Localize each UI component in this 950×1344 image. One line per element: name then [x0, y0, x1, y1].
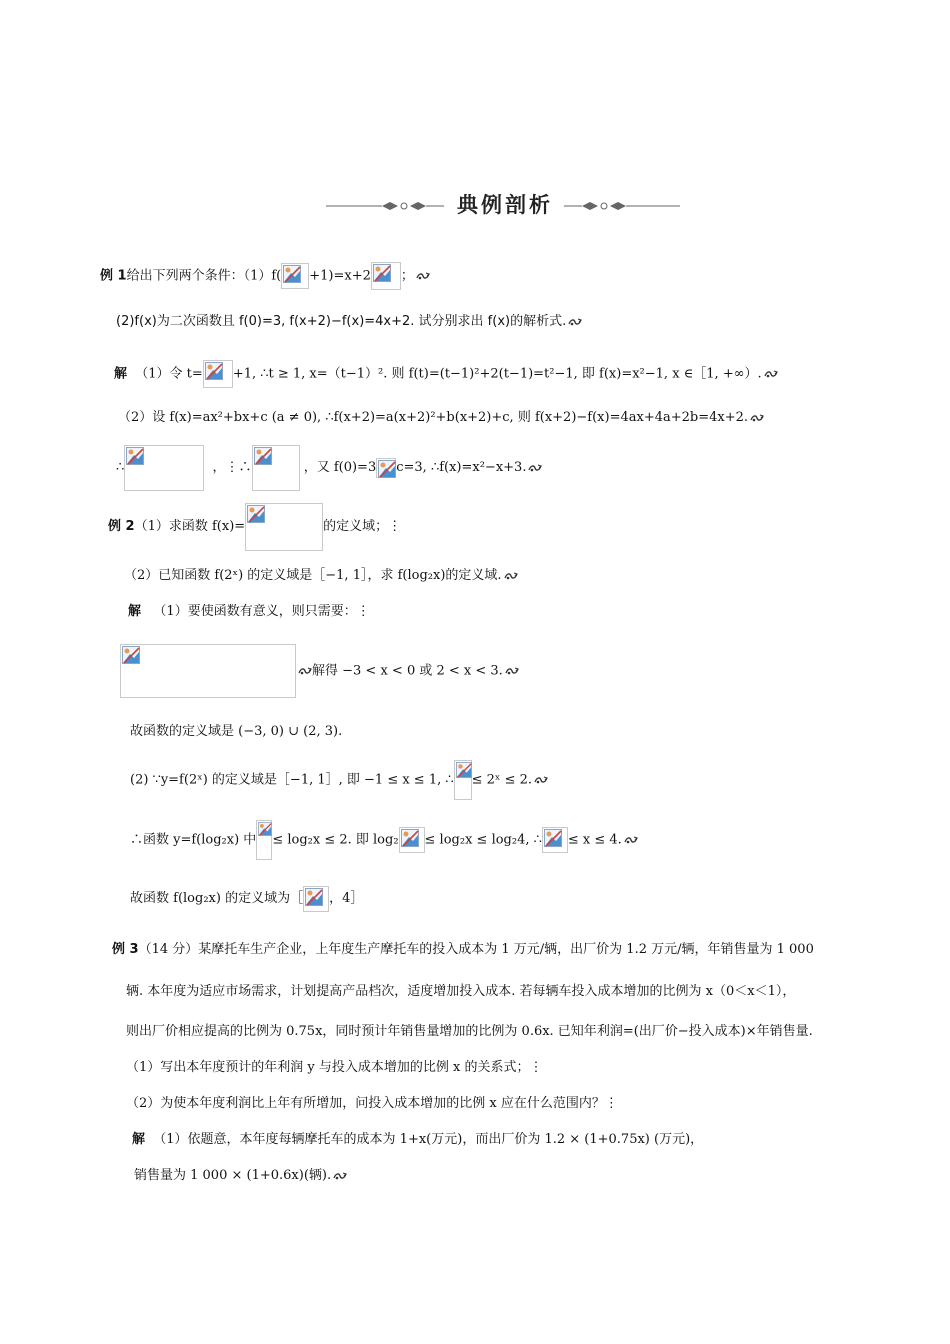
ex2-sol-6b: ，4］	[329, 891, 364, 906]
ex1-label: 例 1	[100, 268, 127, 284]
paragraph-mark-icon	[298, 666, 312, 676]
ex3-p1: （14 分）某摩托车生产企业，上年度生产摩托车的投入成本为 1 万元/辆，出厂价为 1.2 万元/辆，年销售量为 1 000	[138, 942, 814, 957]
formula-image-sqrt-2	[303, 886, 329, 912]
ex2-solution-line4	[130, 760, 548, 800]
paragraph-mark-icon	[416, 271, 430, 281]
ex1-sol-3c: ，又 f(0)=3	[303, 460, 377, 475]
ex3-p3: 则出厂价相应提高的比例为 0.75x，同时预计年销售量增加的比例为 0.6x. 已知年利润=(出厂价−投入成本)×年销售量.	[126, 1024, 813, 1039]
ex2-sol-6a: 故函数 f(log₂x) 的定义域为［	[130, 891, 304, 906]
formula-image-sqrt-2	[542, 827, 568, 853]
ex3-p2: 辆. 本年度为适应市场需求，计划提高产品档次，适度增加投入成本. 若每辆车投入成本增加的比例为 x（0＜x＜1），	[126, 984, 796, 999]
ex2-sol-5d: ≤ x ≤ 4.	[567, 832, 622, 848]
ex1-sol-2: （2）设 f(x)=ax²+bx+c (a ≠ 0), ∴f(x+2)=a(x+2)²+b(x+2)+c, 则 f(x+2)−f(x)=4ax+4a+2b=4x+2.	[118, 410, 749, 425]
broken-image-icon	[258, 822, 272, 836]
ex2-statement-line1	[108, 502, 401, 552]
solution-label: 解	[132, 1132, 146, 1147]
paragraph-mark-icon	[528, 463, 542, 473]
section-title: 典例剖析	[457, 193, 553, 217]
formula-image-implies	[376, 458, 396, 478]
formula-image-function-definition	[245, 503, 323, 551]
formula-image-solution-a-b	[252, 445, 300, 491]
broken-image-icon	[401, 829, 419, 847]
broken-image-icon	[305, 888, 323, 906]
ex2-sol-1: （1）要使函数有意义，则只需要：⋮	[153, 604, 370, 619]
paragraph-mark-icon	[764, 369, 778, 379]
paragraph-mark-icon	[505, 666, 519, 676]
ex2-sol-2: 解得 −3 < x < 0 或 2 < x < 3.	[312, 663, 503, 679]
ex3-solution-line1	[132, 1130, 703, 1150]
section-title-banner	[324, 190, 684, 220]
broken-image-icon	[247, 505, 265, 523]
formula-image-sqrt-x	[281, 263, 309, 289]
ex2-sol-4a: (2) ∵y=f(2ˣ) 的定义域是［−1, 1］, 即 −1 ≤ x ≤ 1, ∴	[130, 772, 454, 788]
ex1-sol-b: +1, ∴t ≥ 1, x=（t−1）². 则 f(t)=(t−1)²+2(t−1)=t²−1, 即 f(x)=x²−1, x ∈［1, +∞）.	[232, 366, 762, 382]
ex1-solution-line3	[116, 444, 542, 492]
formula-image-one-half	[454, 760, 472, 800]
formula-image-inequality-system	[120, 644, 296, 698]
ex2-solution-line1	[128, 602, 370, 622]
solution-label: 解	[128, 604, 142, 619]
ex3-statement-line3	[126, 1022, 813, 1042]
ex1-sol-3b: ，⋮∴	[212, 460, 252, 475]
ex1-statement-line2	[116, 312, 582, 332]
ex3-statement-line1	[112, 940, 814, 960]
ex3-sol-1: （1）依题意，本年度每辆摩托车的成本为 1+x(万元)，而出厂价为 1.2 × (1+0.75x) (万元)，	[153, 1132, 704, 1147]
broken-image-icon	[456, 762, 472, 778]
paragraph-mark-icon	[624, 835, 638, 845]
solution-label: 解	[114, 366, 128, 382]
ex2-sol-4b: ≤ 2ˣ ≤ 2.	[471, 772, 533, 788]
broken-image-icon	[254, 447, 272, 465]
ex3-q2: （2）为使本年度利润比上年有所增加，问投入成本增加的比例 x 应在什么范围内？⋮	[126, 1096, 618, 1111]
paragraph-mark-icon	[534, 775, 548, 785]
ex3-sol-2: 销售量为 1 000 × (1+0.6x)(辆).	[134, 1168, 332, 1183]
ex2-solution-line5	[130, 820, 638, 860]
broken-image-icon	[122, 646, 140, 664]
broken-image-icon	[378, 460, 396, 478]
ex2-sol-5b: ≤ log₂x ≤ 2. 即 log₂	[272, 832, 399, 848]
ex2-q2: （2）已知函数 f(2ˣ) 的定义域是［−1, 1］，求 f(log₂x)的定义域.	[124, 568, 502, 583]
ex1-text-b: +1)=x+2	[309, 268, 371, 284]
ex2-statement-line2	[124, 566, 518, 586]
broken-image-icon	[126, 447, 144, 465]
broken-image-icon	[544, 829, 562, 847]
ex3-question-1	[126, 1058, 542, 1078]
ex2-q1a: （1）求函数 f(x)=	[134, 519, 246, 534]
ex2-sol-5a: ∴函数 y=f(log₂x) 中	[130, 832, 257, 848]
ex3-statement-line2	[126, 982, 795, 1002]
ex1-sol-3d: c=3, ∴f(x)=x²−x+3.	[396, 460, 527, 475]
ex2-solution-line6	[130, 884, 363, 914]
ex3-q1: （1）写出本年度预计的年利润 y 与投入成本增加的比例 x 的关系式；⋮	[126, 1060, 543, 1075]
ex1-question-2: (2)f(x)为二次函数且 f(0)=3, f(x+2)−f(x)=4x+2. 试分别求出 f(x)的解析式.	[116, 314, 567, 329]
ex1-sol-3a: ∴	[116, 460, 125, 475]
formula-image-sqrt-x	[203, 360, 233, 388]
formula-image-sqrt-x-2	[371, 262, 401, 290]
broken-image-icon	[373, 264, 391, 282]
paragraph-mark-icon	[504, 571, 518, 581]
ex1-text-a: 给出下列两个条件：（1）f(	[126, 268, 282, 284]
paragraph-mark-icon	[568, 317, 582, 327]
ex3-solution-line2	[134, 1166, 347, 1186]
ex3-label: 例 3	[112, 942, 139, 957]
ex1-statement-line1	[100, 262, 430, 290]
ex2-label: 例 2	[108, 519, 135, 534]
ex2-solution-line2	[120, 644, 519, 698]
ex1-sol-a: （1）令 t=	[135, 366, 203, 382]
formula-image-sqrt-2	[399, 827, 425, 853]
ex2-q1b: 的定义域；⋮	[323, 519, 402, 534]
formula-image-one-half	[256, 820, 272, 860]
ex1-text-c: ；	[400, 268, 414, 284]
ex2-sol-5c: ≤ log₂x ≤ log₂4, ∴	[424, 832, 542, 848]
ex2-solution-line3	[130, 722, 342, 742]
ex1-solution-line1	[114, 360, 778, 388]
paragraph-mark-icon	[333, 1171, 347, 1181]
ex3-question-2	[126, 1094, 618, 1114]
broken-image-icon	[205, 362, 223, 380]
broken-image-icon	[283, 265, 301, 283]
ex1-solution-line2	[118, 408, 764, 428]
ex2-sol-3: 故函数的定义域是 (−3, 0) ∪ (2, 3).	[130, 724, 343, 739]
paragraph-mark-icon	[750, 413, 764, 423]
formula-image-system-of-equations	[124, 445, 204, 491]
